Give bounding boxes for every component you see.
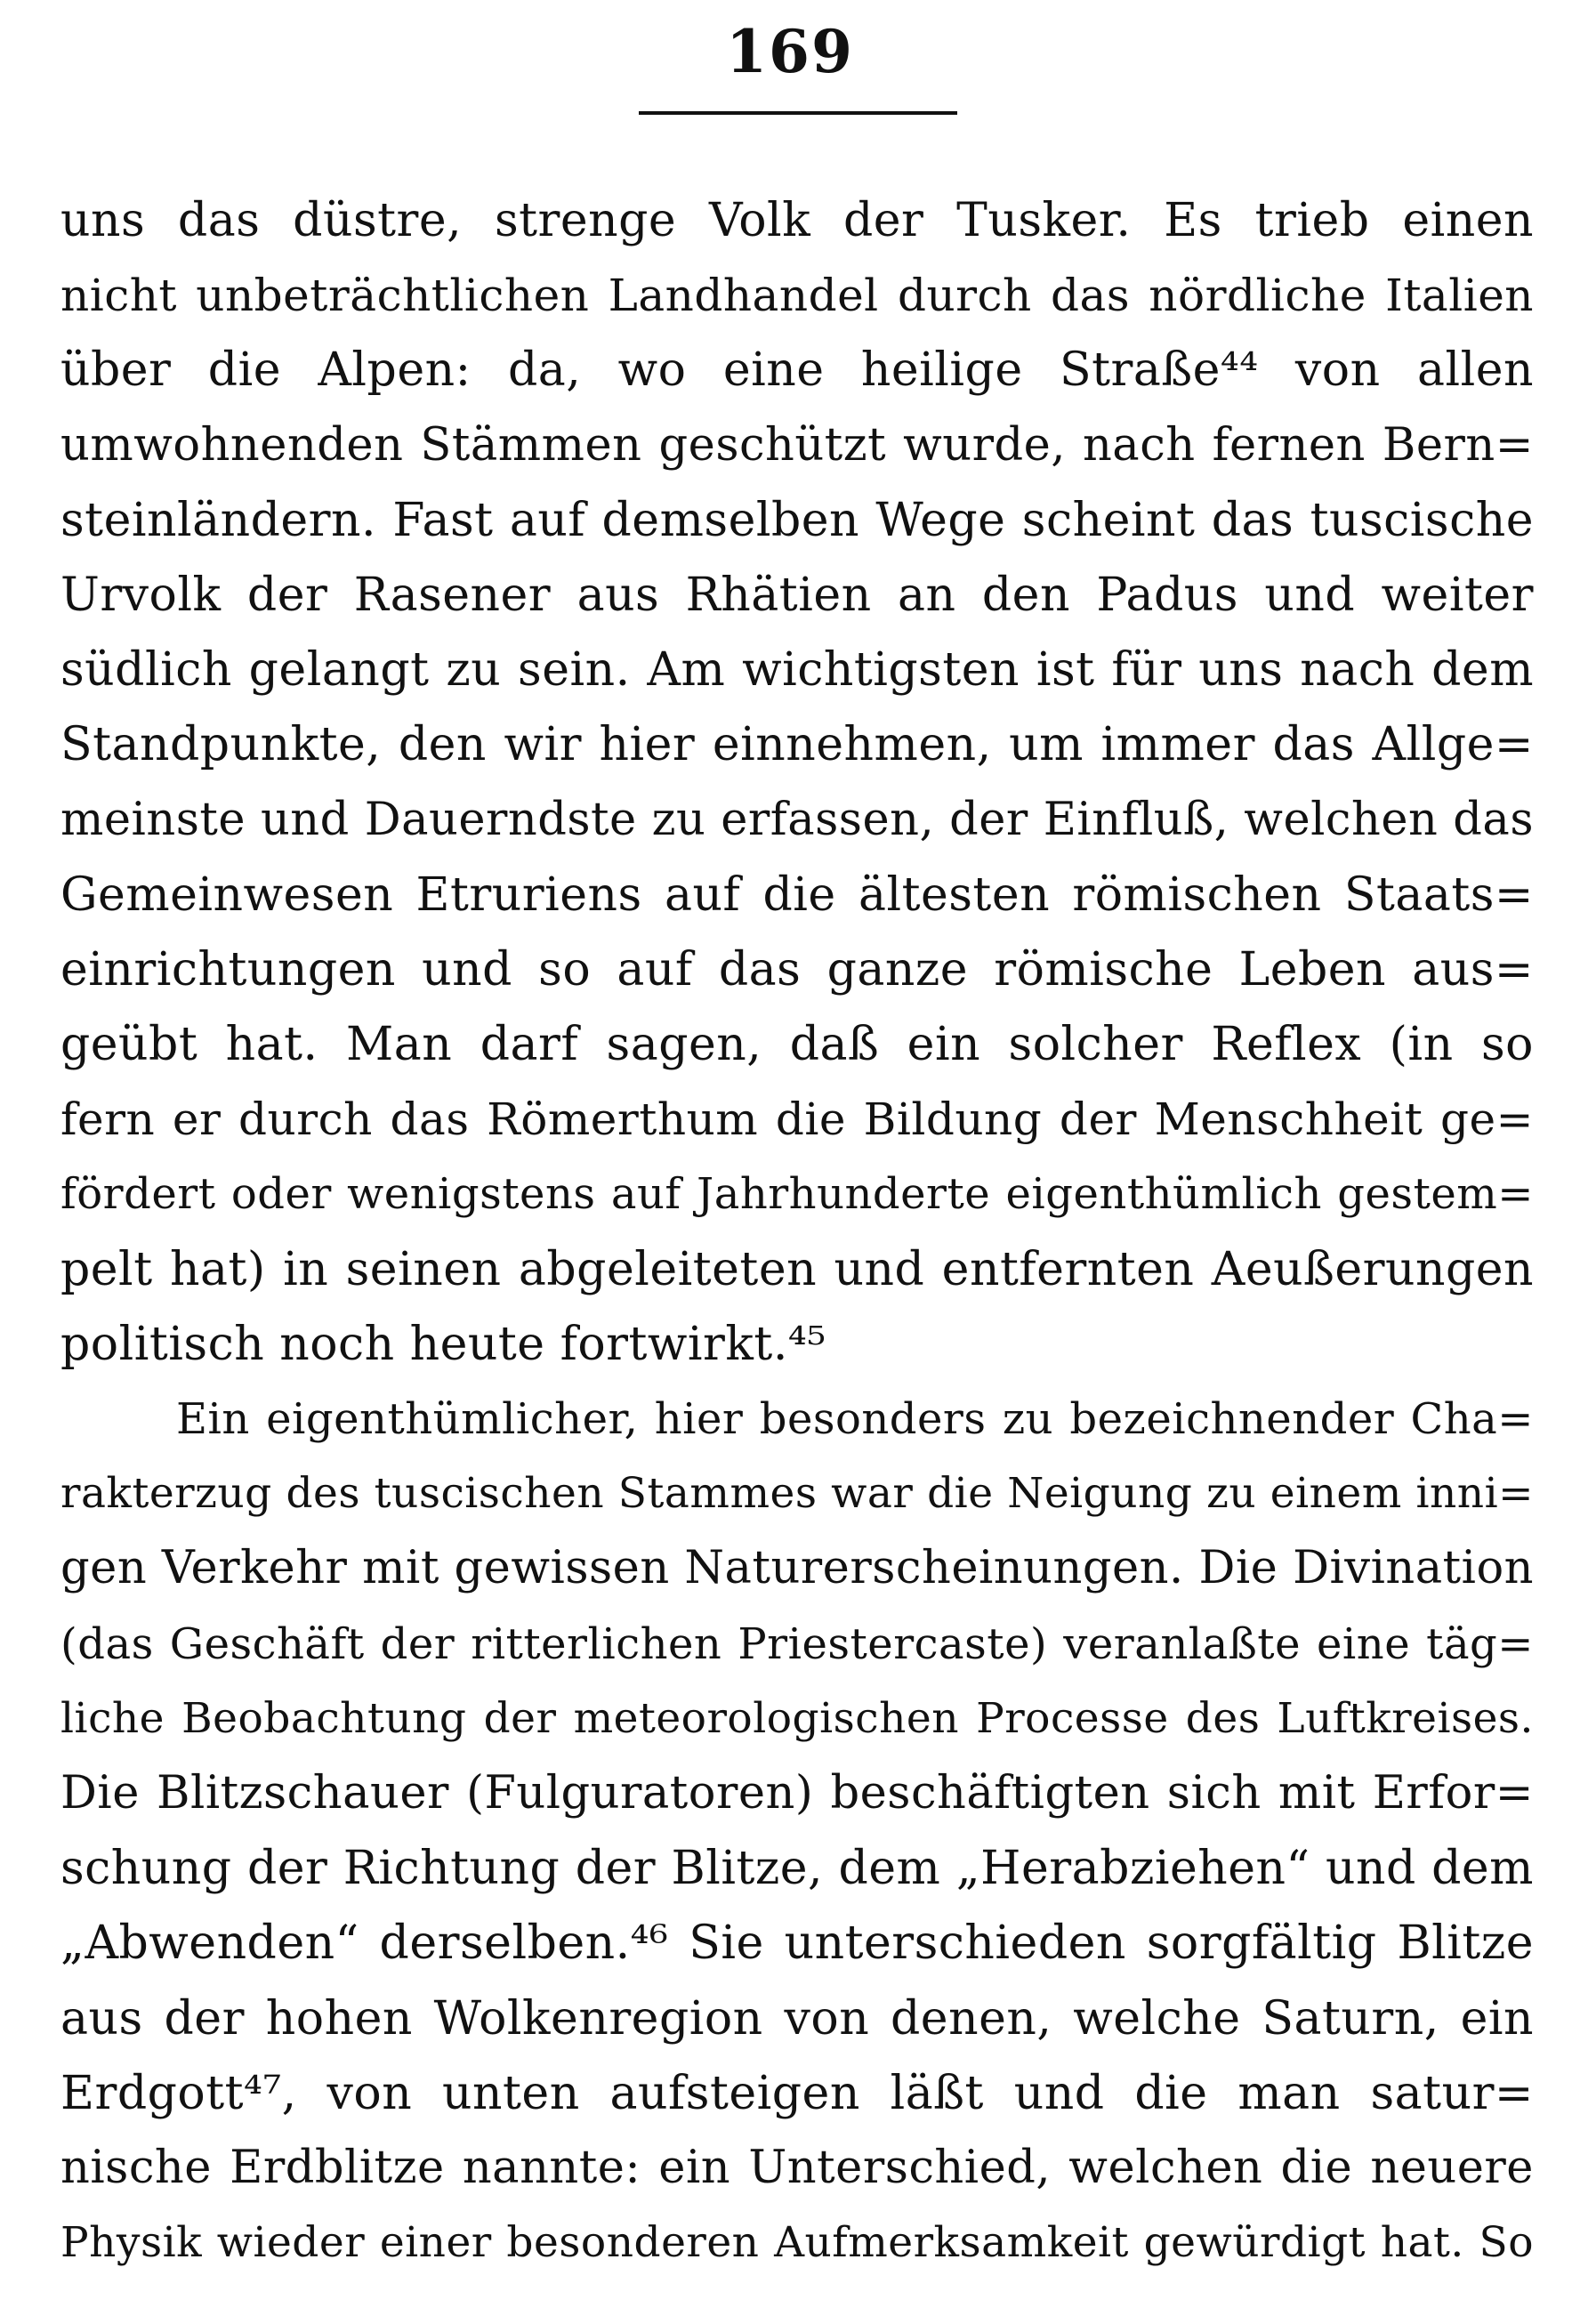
text-line: rakterzug des tuscischen Stammes war die Neigung zu einem inni= <box>60 1469 1534 1519</box>
text-line: gen Verkehr mit gewissen Naturerscheinungen. Die Divination <box>60 1542 1534 1595</box>
text-line: fördert oder wenigstens auf Jahrhunderte eigenthümlich gestem= <box>60 1169 1534 1220</box>
text-line: Physik wieder einer besonderen Aufmerksamkeit gewürdigt hat. So <box>60 2218 1534 2268</box>
text-line: Gemeinwesen Etruriens auf die ältesten römischen Staats= <box>60 867 1534 922</box>
text-line: umwohnenden Stämmen geschützt wurde, nach fernen Bern= <box>60 418 1534 472</box>
text-line: einrichtungen und so auf das ganze römische Leben aus= <box>60 942 1534 997</box>
text-line: nische Erdblitze nannte: ein Unterschied, welchen die neuere <box>60 2141 1534 2194</box>
text-line: uns das düstre, strenge Volk der Tusker. Es trieb einen <box>60 194 1534 247</box>
paragraph-end-line: politisch noch heute fortwirkt.⁴⁵ <box>60 1317 826 1371</box>
text-line: nicht unbeträchtlichen Landhandel durch das nördliche Italien <box>60 270 1534 322</box>
text-line: Erdgott⁴⁷, von unten aufsteigen läßt und die man satur= <box>60 2066 1534 2120</box>
text-line: steinländern. Fast auf demselben Wege scheint das tuscische <box>60 493 1534 547</box>
text-line: meinste und Dauerndste zu erfassen, der Einfluß, welchen das <box>60 793 1534 846</box>
text-line: liche Beobachtung der meteorologischen Processe des Luftkreises. <box>60 1693 1534 1743</box>
text-line: über die Alpen: da, wo eine heilige Straße⁴⁴ von allen <box>60 343 1534 398</box>
header-rule <box>639 111 957 115</box>
body-text <box>60 183 1534 2280</box>
text-line: aus der hohen Wolkenregion von denen, welche Saturn, ein <box>60 1991 1534 2046</box>
text-line: südlich gelangt zu sein. Am wichtigsten ist für uns nach dem <box>60 643 1534 698</box>
page-number: 169 <box>726 17 854 86</box>
text-line: fern er durch das Römerthum die Bildung der Menschheit ge= <box>60 1093 1534 1146</box>
text-line: „Abwenden“ derselben.⁴⁶ Sie unterschieden sorgfältig Blitze <box>60 1916 1534 1971</box>
text-line: pelt hat) in seinen abgeleiteten und entfernten Aeußerungen <box>60 1242 1534 1296</box>
text-line: Urvolk der Rasener aus Rhätien an den Padus und weiter <box>60 568 1534 622</box>
text-line: schung der Richtung der Blitze, dem „Herabziehen“ und dem <box>60 1842 1534 1896</box>
text-line: (das Geschäft der ritterlichen Priestercaste) veranlaßte eine täg= <box>60 1618 1534 1669</box>
paragraph-start-line: Ein eigenthümlicher, hier besonders zu bezeichnender Cha= <box>176 1394 1534 1444</box>
text-line: Die Blitzschauer (Fulguratoren) beschäftigten sich mit Erfor= <box>60 1766 1534 1820</box>
text-line: geübt hat. Man darf sagen, daß ein solcher Reflex (in so <box>60 1018 1534 1072</box>
text-line: Standpunkte, den wir hier einnehmen, um immer das Allge= <box>60 718 1534 772</box>
